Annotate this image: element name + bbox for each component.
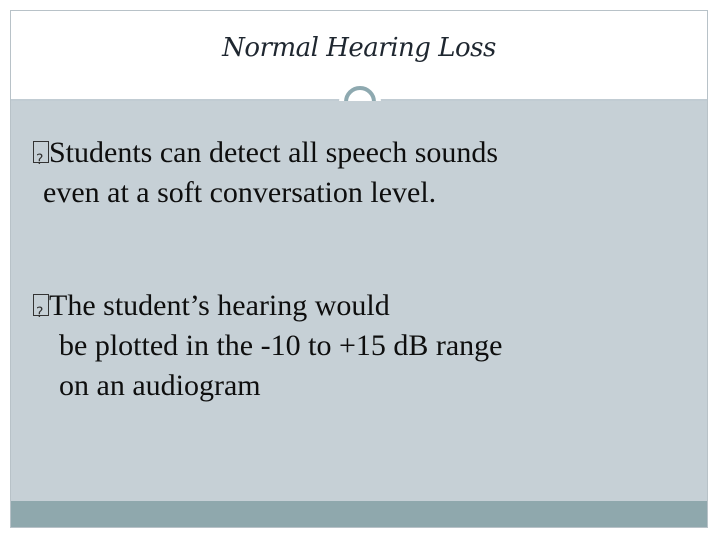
bullet-row	[33, 286, 689, 326]
bullet-line: be plotted in the -10 to +15 dB range	[59, 329, 503, 362]
footer-bar	[11, 501, 707, 527]
bullet-item	[33, 133, 689, 213]
bullet-row	[33, 133, 689, 173]
missing-glyph-box-icon	[33, 141, 49, 163]
bullet-line: Students can detect all speech sounds	[49, 136, 499, 169]
slide	[10, 10, 708, 528]
bullet-line: The student’s hearing would	[49, 289, 390, 322]
content-area	[11, 101, 707, 503]
bullet-line: even at a soft conversation level.	[43, 176, 437, 209]
bullet-line: on an audiogram	[59, 369, 261, 402]
bullet-item	[33, 286, 689, 406]
missing-glyph-box-icon	[33, 294, 49, 316]
slide-title: Normal Hearing Loss	[222, 33, 496, 63]
